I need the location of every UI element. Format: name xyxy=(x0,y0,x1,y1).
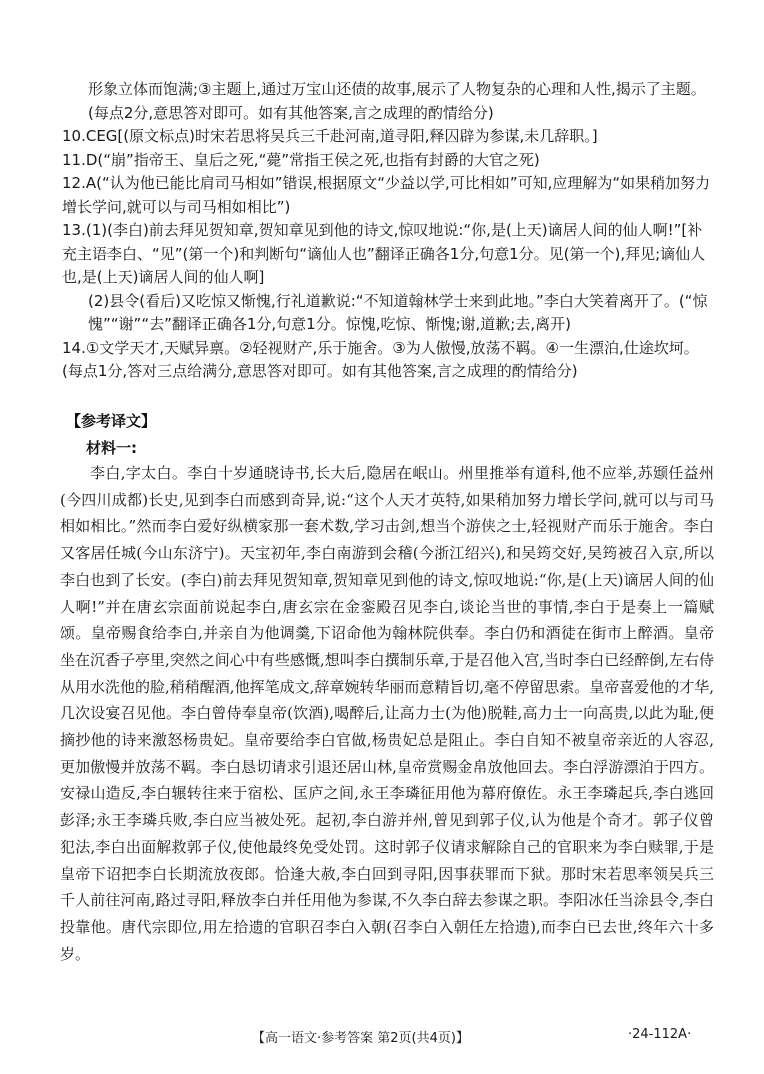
answer-item-14: 14.①文学天才,天赋异禀。②轻视财产,乐于施舍。③为人傲慢,放荡不羁。④一生漂泊,仕途坎坷。(每点1分,答对三点给满分,意思答对即可。如有其他答案,言之成理的酌情给分) xyxy=(62,338,699,380)
reference-translation-heading: 【参考译文】 xyxy=(66,412,157,430)
answer-item-13-part1: 13.(1)(李白)前去拜见贺知章,贺知章见到他的诗文,惊叹地说:“你,是(上天)谪居人间的仙人啊!”[补充主语李白、“见”(第一个)和判断句“谪仙人也”翻译正确各1分,句意1分。见(第一个),拜见;谪仙人也,是(上天)谪居人间的仙人啊] xyxy=(62,221,706,286)
answer-item-12: 12.A(“认为他已能比肩司马相如”错误,根据原文“少益以学,可比相如”可知,应理解为“如果稍加努力增长学问,就可以与司马相如相比”) xyxy=(62,174,711,216)
translation-text: 李白,字太白。李白十岁通晓诗书,长大后,隐居在岷山。州里推举有道科,他不应举,苏颋任益州(今四川成都)长史,见到李白而感到奇异,说:“这个人天才英特,如果稍加努力增长学问,就可以与司马相如相比。”然而李白爱好纵横家那一套术数,学习击剑,想当个游侠之士,轻视财产而乐于施舍。李白又客居任城(今山东济宁)。天宝初年,李白南游到会稽(今浙江绍兴),和吴筠交好,吴筠被召入京,所以李白也到了长安。(李白)前去拜见贺知章,贺知章见到他的诗文,惊叹地说:“你,是(上天)谪居人间的仙人啊!”并在唐玄宗面前说起李白,唐玄宗在金銮殿召见李白,谈论当世的事情,李白于是奏上一篇赋颂。皇帝赐食给李白,并亲自为他调羹,下诏命他为翰林院供奉。李白仍和酒徒在街市上醉酒。皇帝坐在沉香子亭里,突然之间心中有些感慨,想叫李白撰制乐章,于是召他入宫,当时李白已经醉倒,左右侍从用水洗他的脸,稍稍醒酒,他挥笔成文,辞章婉转华丽而意精旨切,毫不停留思索。皇帝喜爱他的才华,几次设宴召见他。李白曾侍奉皇帝(饮酒),喝醉后,让高力士(为他)脱鞋,高力士一向高贵,以此为耻,便摘抄他的诗来激怒杨贵妃。皇帝要给李白官做,杨贵妃总是阻止。李白自知不被皇帝亲近的人容忍,更加傲慢并放荡不羁。李白恳切请求引退还居山林,皇帝赏赐金帛放他回去。李白浮游漂泊于四方。安禄山造反,李白辗转往来于宿松、匡庐之间,永王李璘征用他为幕府僚佐。永王李璘起兵,李白逃回彭泽;永王李璘兵败,李白应当被处死。起初,李白游并州,曾见到郭子仪,认为他是个奇才。郭子仪曾犯法,李白出面解救郭子仪,使他最终免受处罚。这时郭子仪请求解除自己的官职来为李白赎罪,于是皇帝下诏把李白长期流放夜郎。恰逢大赦,李白回到寻阳,因事获罪而下狱。那时宋若思率领吴兵三千人前往河南,路过寻阳,释放李白并任用他为参谋,不久李白辞去参谋之职。李阳冰任当涂县令,李白投靠他。唐代宗即位,用左拾遗的官职召李白入朝(召李白入朝任左拾遗),而李白已去世,终年六十多岁。 xyxy=(60,464,714,963)
page-footer xyxy=(0,1027,764,1047)
translation-paragraph xyxy=(60,460,714,967)
material-one-label: 材料一: xyxy=(86,439,137,457)
answer-list xyxy=(62,78,712,384)
answer-item-13-part2: (2)县令(看后)又吃惊又惭愧,行礼道歉说:“不知道翰林学士来到此地。”李白大笑着离开了。(“惊愧”“谢”“去”翻译正确各1分,句意1分。惊愧,吃惊、惭愧;谢,道歉;去,离开) xyxy=(88,291,708,333)
answer-item-11: 11.D(“崩”指帝王、皇后之死,“薨”常指王侯之死,也指有封爵的大官之死) xyxy=(62,150,540,169)
footer-page-info: 【高一语文·参考答案 第2页(共4页)】 xyxy=(252,1031,469,1046)
answer-item-9-continued: 形象立体而饱满;③主题上,通过万宝山还债的故事,展示了人物复杂的心理和人性,揭示了主题。(每点2分,意思答对即可。如有其他答案,言之成理的酌情给分) xyxy=(88,80,706,122)
footer-exam-code: ·24-112A· xyxy=(628,1027,692,1042)
answer-item-10: 10.CEG[(原文标点)时宋若思将吴兵三千赴河南,道寻阳,释囚辟为参谋,未几辞职。] xyxy=(62,127,598,145)
